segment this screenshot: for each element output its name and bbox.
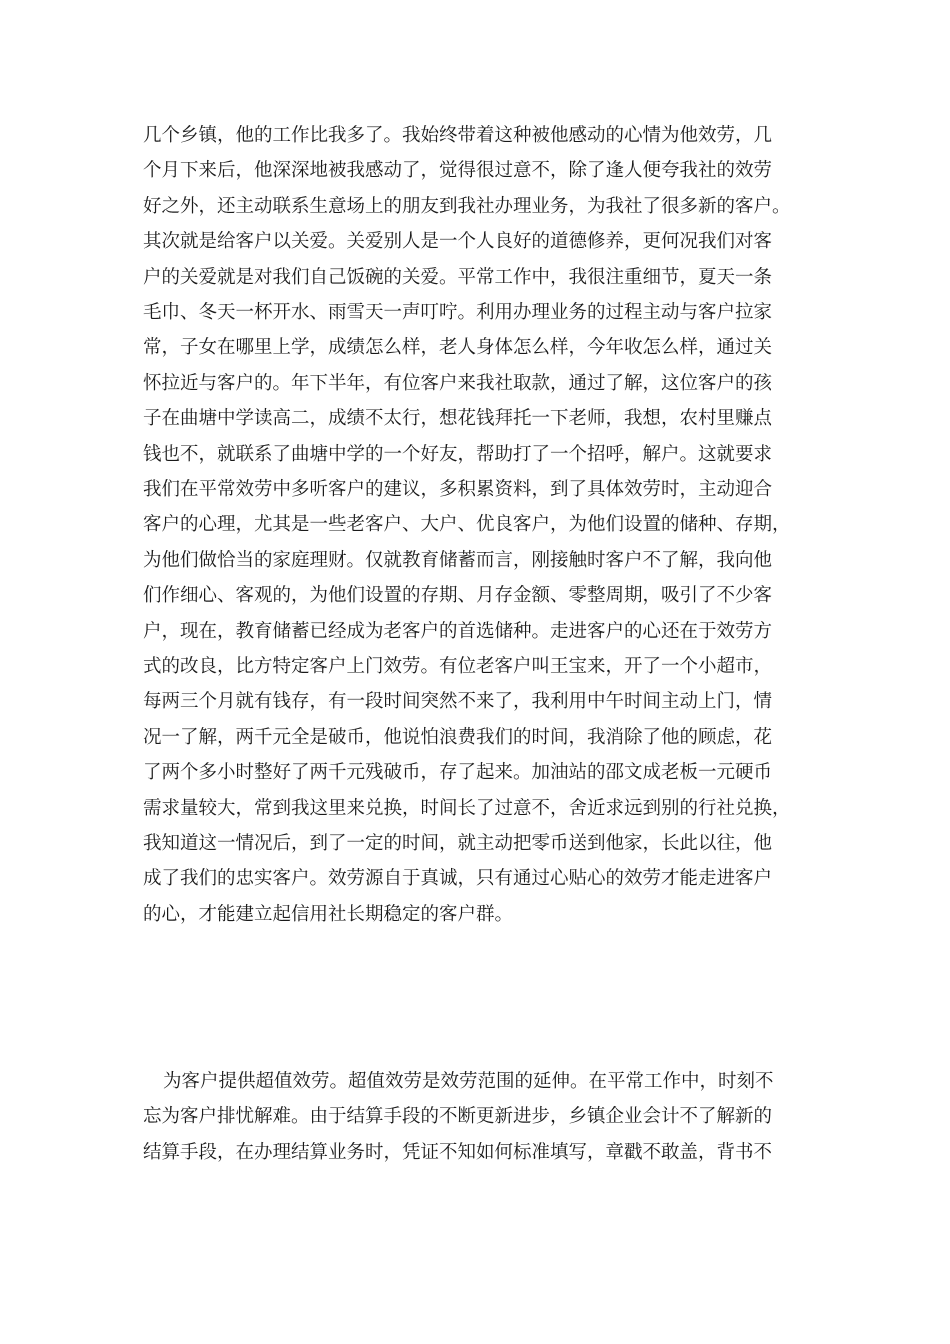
text-line: 我知道这一情况后，到了一定的时间，就主动把零币送到他家，长此以往，他 xyxy=(143,833,773,854)
text-line: 们作细心、客观的，为他们设置的存期、月存金额、零整周期，吸引了不少客 xyxy=(143,585,773,607)
text-line: 况一了解，两千元全是破币，他说怕浪费我们的时间，我消除了他的顾虑，花 xyxy=(143,726,773,748)
text-line: 钱也不，就联系了曲塘中学的一个好友，帮助打了一个招呼，解户。这就要求 xyxy=(143,443,773,465)
text-line: 户，现在，教育储蓄已经成为老客户的首选储种。走进客户的心还在于效劳方 xyxy=(143,620,773,642)
text-line: 的心，才能建立起信用社长期稳定的客户群。 xyxy=(143,903,514,925)
text-line: 几个乡镇，他的工作比我多了。我始终带着这种被他感动的心情为他效劳，几 xyxy=(143,125,773,146)
text-line: 每两三个月就有钱存，有一段时间突然不来了，我利用中午时间主动上门，情 xyxy=(143,691,773,713)
text-line: 了两个多小时整好了两千元残破币，存了起来。加油站的邵文成老板一元硬币 xyxy=(143,762,773,784)
text-line: 成了我们的忠实客户。效劳源自于真诚，只有通过心贴心的效劳才能走进客户 xyxy=(143,868,773,890)
text-line: 好之外，还主动联系生意场上的朋友到我社办理业务，为我社了很多新的客户。 xyxy=(143,195,791,217)
text-line: 结算手段，在办理结算业务时，凭证不知如何标准填写，章戳不敢盖，背书不 xyxy=(143,1141,773,1163)
text-line: 子在曲塘中学读高二，成绩不太行，想花钱拜托一下老师，我想，农村里赚点 xyxy=(143,408,773,430)
text-line: 其次就是给客户以关爱。关爱别人是一个人良好的道德修养，更何况我们对客 xyxy=(143,231,773,253)
text-line: 客户的心理，尤其是一些老客户、大户、优良客户，为他们设置的储种、存期， xyxy=(143,514,791,536)
text-line: 毛巾、冬天一杯开水、雨雪天一声叮咛。利用办理业务的过程主动与客户拉家 xyxy=(143,302,773,323)
text-line: 式的改良，比方特定客户上门效劳。有位老客户叫王宝来，开了一个小超市， xyxy=(143,656,773,677)
text-line: 需求量较大，常到我这里来兑换，时间长了过意不，舍近求远到别的行社兑换， xyxy=(143,797,791,819)
text-line: 为他们做恰当的家庭理财。仅就教育储蓄而言，刚接触时客户不了解，我向他 xyxy=(143,549,773,571)
text-line: 忘为客户排忧解难。由于结算手段的不断更新进步，乡镇企业会计不了解新的 xyxy=(143,1106,773,1128)
text-line: 我们在平常效劳中多听客户的建议，多积累资料，到了具体效劳时，主动迎合 xyxy=(143,479,773,500)
text-line: 个月下来后，他深深地被我感动了，觉得很过意不，除了逢人便夸我社的效劳 xyxy=(143,160,773,182)
text-line: 常，子女在哪里上学，成绩怎么样，老人身体怎么样，今年收怎么样，通过关 xyxy=(143,337,773,359)
text-line: 户的关爱就是对我们自己饭碗的关爱。平常工作中，我很注重细节，夏天一条 xyxy=(143,266,773,288)
text-line: 怀拉近与客户的。年下半年，有位客户来我社取款，通过了解，这位客户的孩 xyxy=(143,372,773,394)
text-line: 为客户提供超值效劳。超值效劳是效劳范围的延伸。在平常工作中，时刻不 xyxy=(163,1071,774,1092)
